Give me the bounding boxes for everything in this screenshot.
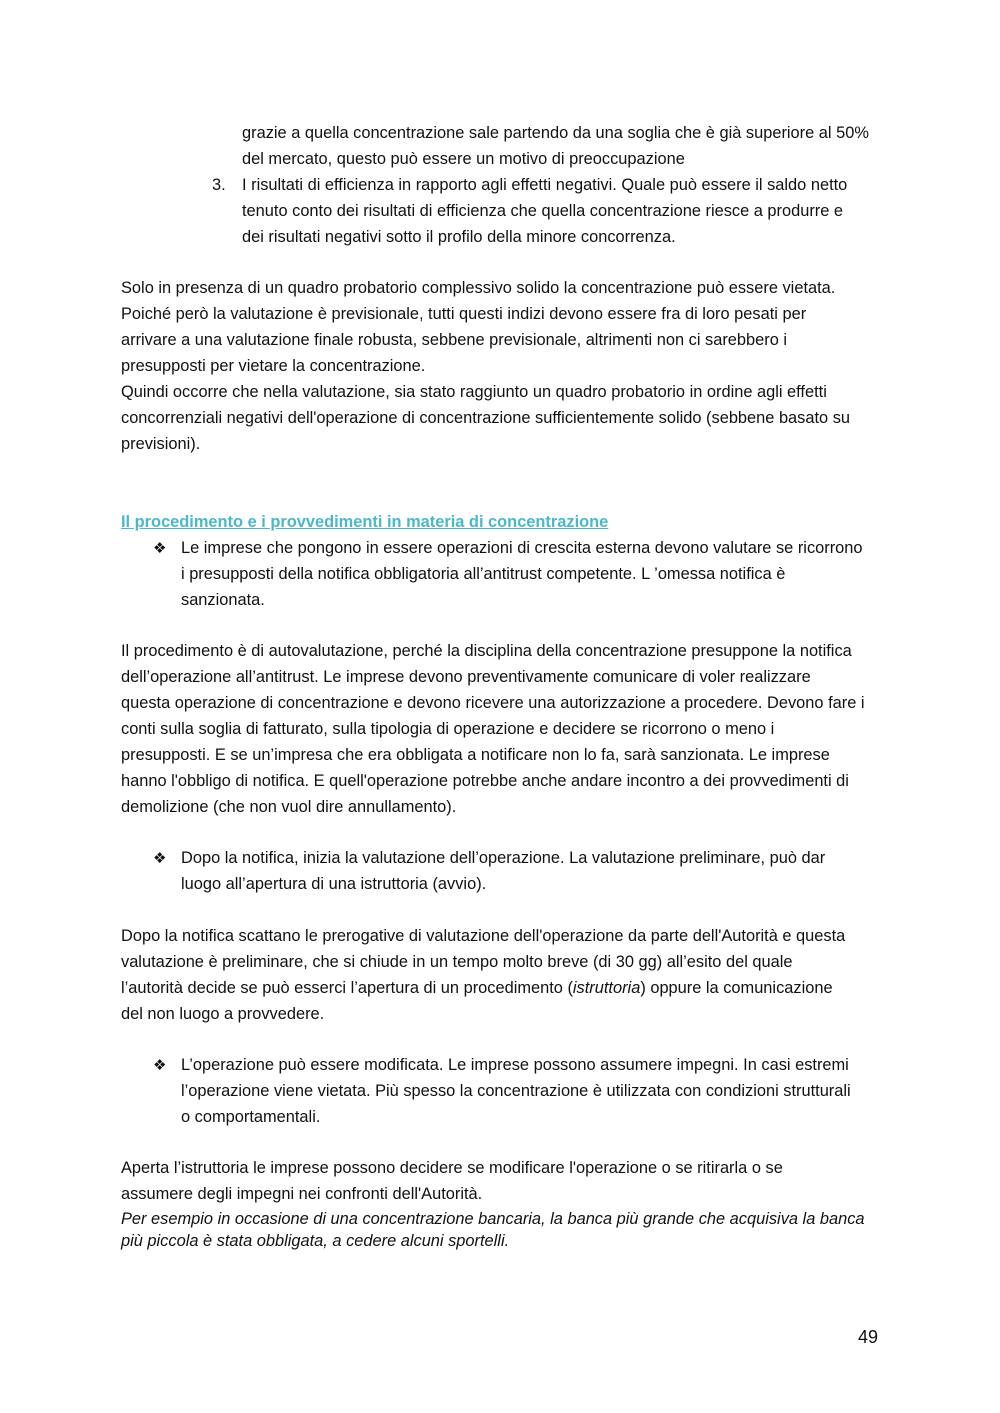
text-line: Per esempio in occasione di una concentrazione bancaria, la banca più grande che acquisiva la banca [121,1210,865,1228]
text-line: Le imprese che pongono in essere operazioni di crescita esterna devono valutare se ricorrono [181,539,863,557]
example-note [121,1208,865,1252]
paragraph [121,275,850,457]
text-line: o comportamentali. [181,1108,321,1126]
text-line: luogo all’apertura di una istruttoria (avvio). [181,875,487,893]
paragraph [121,1155,783,1207]
text-line: presupposti per vietare la concentrazione. [121,357,426,375]
list-item-number: 3. [212,176,226,194]
paragraph [121,638,865,820]
bullet-item [181,1052,851,1130]
text-line: Il procedimento è di autovalutazione, perché la disciplina della concentrazione presuppone la notifica [121,642,852,660]
italic-term: istruttoria [572,979,641,997]
text-line: del mercato, questo può essere un motivo di preoccupazione [242,150,685,168]
page-number: 49 [858,1327,879,1347]
bullet-item [181,535,863,613]
text-line: Solo in presenza di un quadro probatorio complessivo solido la concentrazione può essere vietata. [121,279,836,297]
text-line: I risultati di efficienza in rapporto agli effetti negativi. Quale può essere il saldo netto [242,176,848,194]
text-line: demolizione (che non vuol dire annullamento). [121,798,457,816]
text-line: più piccola è stata obbligata, a cedere alcuni sportelli. [121,1232,510,1250]
text-line: L’operazione può essere modificata. Le imprese possono assumere impegni. In casi estremi [181,1056,849,1074]
text-line [121,975,845,1001]
text-line: grazie a quella concentrazione sale partendo da una soglia che è già superiore al 50% [242,124,869,142]
text-line: conti sulla soglia di fatturato, sulla tipologia di operazione e decidere se ricorrono o meno i [121,720,775,738]
text-line: presupposti. E se un’impresa che era obbligata a notificare non lo fa, sarà sanzionata. Le imprese [121,746,830,764]
text-line: dei risultati negativi sotto il profilo della minore concorrenza. [242,228,676,246]
text-line: dell’operazione all’antitrust. Le imprese devono preventivamente comunicare di voler realizzare [121,668,811,686]
bullet-item [181,845,825,897]
text-fragment: l’autorità decide se può esserci l’apertura di un procedimento ( [121,979,573,997]
text-line: Dopo la notifica, inizia la valutazione dell’operazione. La valutazione preliminare, può dar [181,849,826,867]
text-line: Aperta l’istruttoria le imprese possono decidere se modificare l'operazione o se ritirarla o se [121,1159,783,1177]
text-line: l’operazione viene vietata. Più spesso la concentrazione è utilizzata con condizioni strutturali [181,1082,851,1100]
section-heading: Il procedimento e i provvedimenti in materia di concentrazione [121,513,609,531]
text-line: Quindi occorre che nella valutazione, sia stato raggiunto un quadro probatorio in ordine agli effetti [121,383,827,401]
text-line: valutazione è preliminare, che si chiude in un tempo molto breve (di 30 gg) all’esito del quale [121,953,793,971]
text-line: del non luogo a provvedere. [121,1005,325,1023]
text-fragment: ) oppure la comunicazione [640,979,833,997]
text-line: arrivare a una valutazione finale robusta, sebbene previsionale, altrimenti non ci sarebbero i [121,331,788,349]
diamond-bullet-icon: ❖ [153,849,167,867]
diamond-bullet-icon: ❖ [153,1056,167,1074]
text-line: hanno l'obbligo di notifica. E quell'operazione potrebbe anche andare incontro a dei provvedimenti di [121,772,849,790]
text-line: questa operazione di concentrazione e devono ricevere una autorizzazione a procedere. Devono fare i [121,694,865,712]
text-line: concorrenziali negativi dell'operazione di concentrazione sufficientemente solido (sebbene basato su [121,409,851,427]
text-line: Poiché però la valutazione è previsionale, tutti questi indizi devono essere fra di loro pesati per [121,305,807,323]
list-item-continuation [242,120,869,172]
diamond-bullet-icon: ❖ [153,539,167,557]
paragraph [121,923,845,1027]
text-line: sanzionata. [181,591,265,609]
list-item-3 [242,172,847,250]
text-line: Dopo la notifica scattano le prerogative di valutazione dell'operazione da parte dell'Autorità e questa [121,927,846,945]
text-line: previsioni). [121,435,201,453]
text-line: i presupposti della notifica obbligatoria all’antitrust competente. L ’omessa notifica è [181,565,786,583]
text-line: tenuto conto dei risultati di efficienza che quella concentrazione riesce a produrre e [242,202,844,220]
text-line: assumere degli impegni nei confronti dell'Autorità. [121,1185,483,1203]
